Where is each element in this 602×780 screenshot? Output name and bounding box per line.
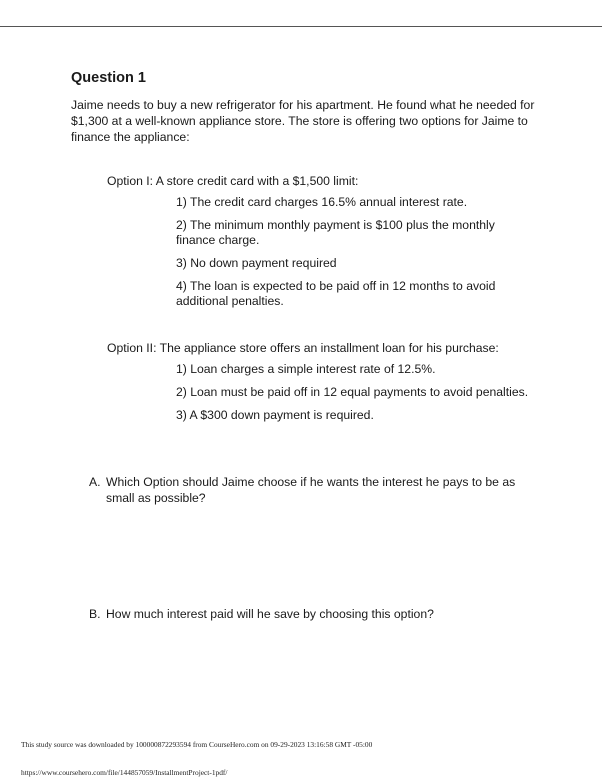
part-b-letter: B. [89, 607, 101, 621]
option-2-item-1: 1) Loan charges a simple interest rate of 12.5%. [176, 362, 436, 376]
part-a [89, 474, 529, 506]
option-1-item-3: 3) No down payment required [176, 256, 337, 270]
option-1-item-1: 1) The credit card charges 16.5% annual interest rate. [176, 195, 468, 209]
option-2-heading [107, 340, 499, 356]
option-1-label: Option I: [107, 174, 154, 188]
top-divider [0, 26, 602, 27]
part-a-text: Which Option should Jaime choose if he wants the interest he pays to be as small as possible? [106, 475, 516, 505]
part-a-letter: A. [89, 475, 101, 489]
download-note: This study source was downloaded by 100000872293594 from CourseHero.com on 09-29-2023 13:16:58 GMT -05:00 [21, 740, 373, 749]
option-2-text: The appliance store offers an installment loan for his purchase: [159, 341, 499, 355]
part-b [89, 606, 529, 622]
option-2-item-3: 3) A $300 down payment is required. [176, 408, 374, 422]
question-title: Question 1 [71, 70, 146, 86]
option-1-heading [107, 173, 358, 189]
part-b-text: How much interest paid will he save by choosing this option? [106, 607, 434, 621]
option-2-label: Option II: [107, 341, 157, 355]
option-1-item-2: 2) The minimum monthly payment is $100 plus the monthly finance charge. [176, 218, 495, 247]
source-url[interactable]: https://www.coursehero.com/file/144857059/InstallmentProject-1pdf/ [21, 768, 228, 777]
question-intro: Jaime needs to buy a new refrigerator for his apartment. He found what he needed for $1,300 at a well-known appliance store. The store is offering two options for Jaime to finance the appliance: [71, 98, 535, 144]
option-1-text: A store credit card with a $1,500 limit: [155, 174, 359, 188]
option-2-item-2: 2) Loan must be paid off in 12 equal payments to avoid penalties. [176, 385, 529, 399]
option-1-item-4: 4) The loan is expected to be paid off in 12 months to avoid additional penalties. [176, 279, 496, 308]
